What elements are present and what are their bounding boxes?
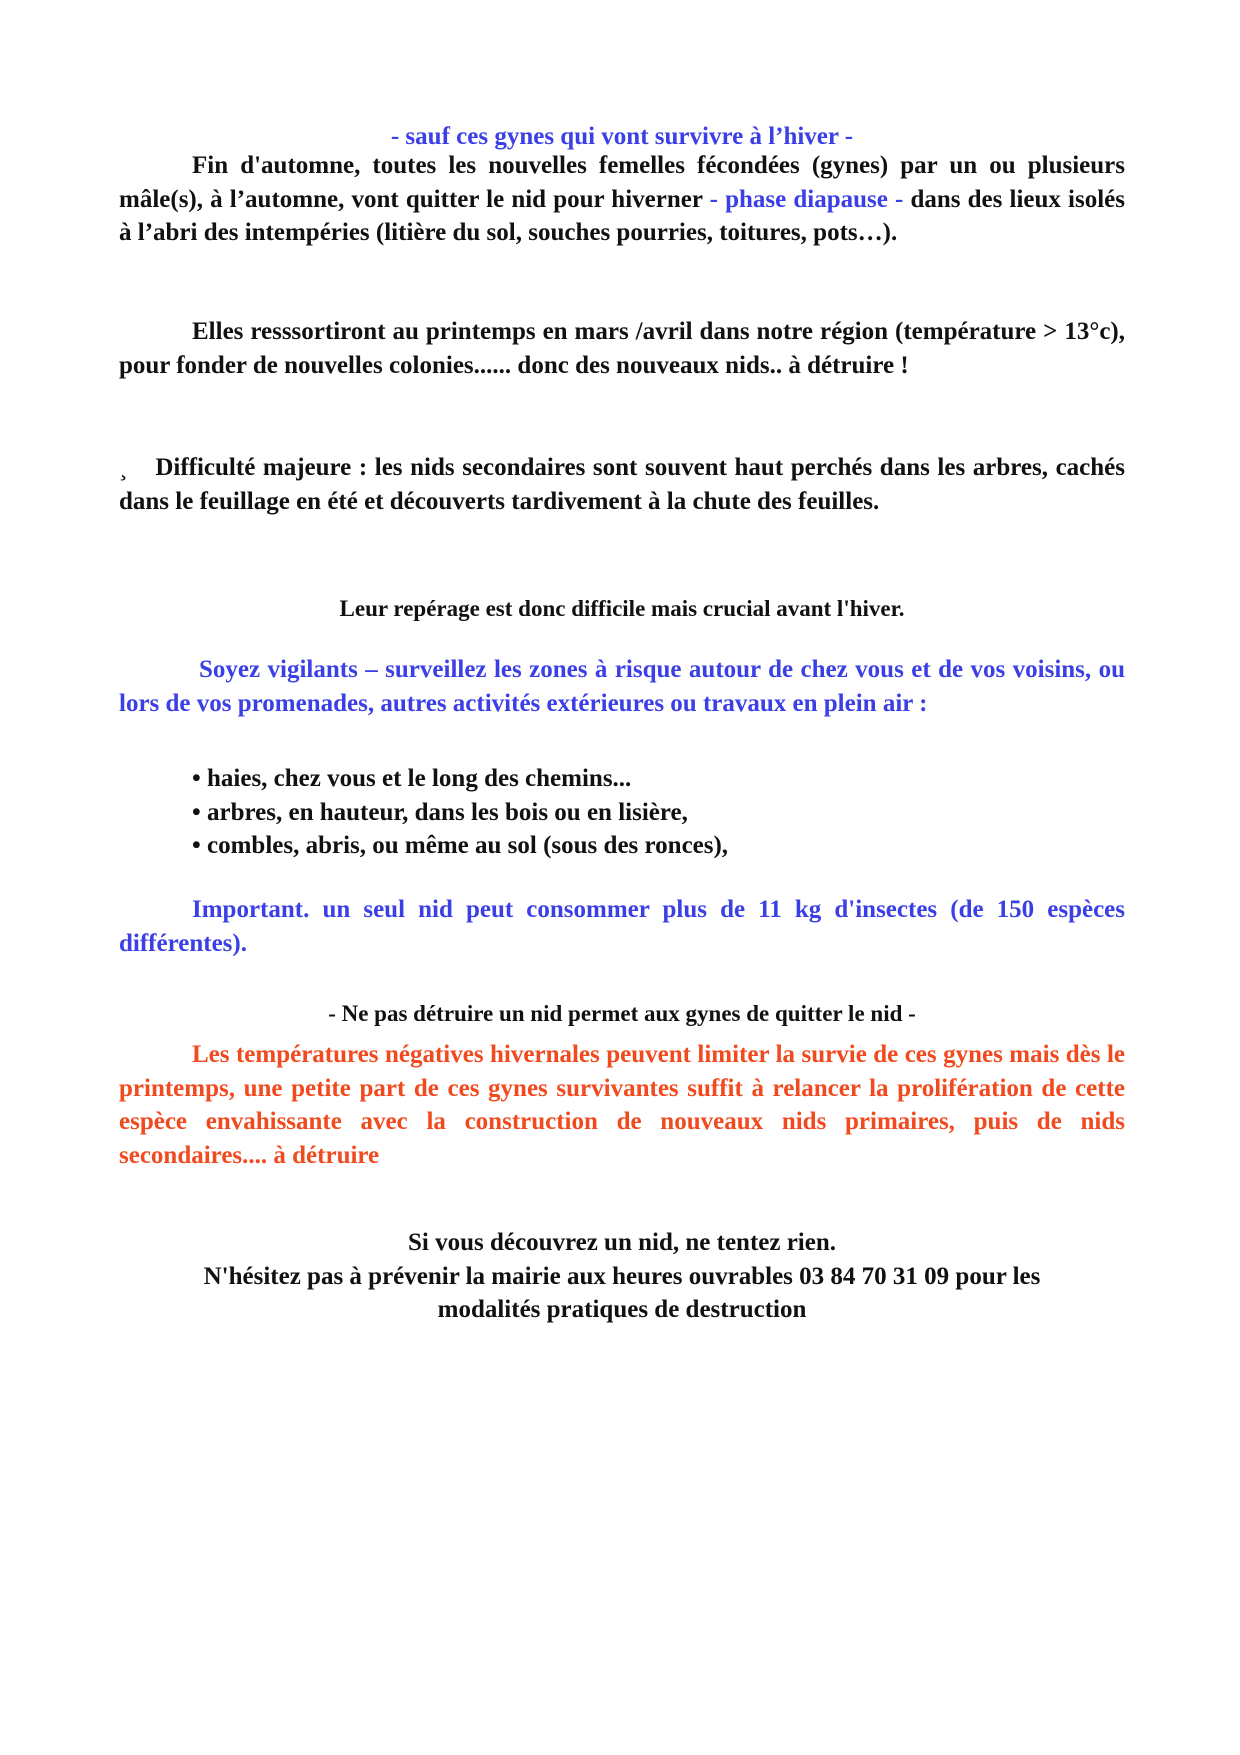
contact-line-1: Si vous découvrez un nid, ne tentez rien. — [407, 1229, 836, 1256]
difficulty-marker: ¸ — [119, 454, 128, 481]
heading-nest: - Ne pas détruire un nid permet aux gynes de quitter le nid - — [328, 1001, 916, 1026]
important-paragraph: Important. un seul nid peut consommer plus de 11 kg d'insectes (de 150 espèces différentes). — [119, 896, 1125, 957]
difficulty-text: Difficulté majeure : les nids secondaires sont souvent haut perchés dans les arbres, cachés dans le feuillage en été et découverts tardivement à la chute des feuilles. — [119, 454, 1125, 515]
contact-block — [119, 1226, 1125, 1327]
paragraph-difficulty — [119, 451, 1125, 518]
paragraph-autumn-part1: Fin d'automne, toutes les nouvelles femelles fécondées (gynes) par un ou plusieurs mâle(s), à l’automne, vont quitter le nid pour hiverner — [119, 152, 1125, 213]
temperatures-paragraph: Les températures négatives hivernales peuvent limiter la survie de ces gynes mais dès le printemps, une petite part de ces gynes survivantes suffit à relancer la prolifération de cette espèce envahissante avec la construction de nouveaux nids primaires, puis de nids secondaires.... à détruire — [119, 1041, 1125, 1169]
list-item: • arbres, en hauteur, dans les bois ou en lisière, — [192, 798, 688, 826]
paragraph-autumn-part3: dans des lieux isolés à l’abri des intempéries (litière du sol, souches pourries, toitures, pots…). — [119, 185, 1125, 246]
phase-diapause-highlight: - phase diapause - — [709, 185, 904, 213]
paragraph-spring-emergence: Elles resssortiront au printemps en mars /avril dans notre région (température > 13°c), pour fonder de nouvelles colonies...... donc des nouveaux nids.. à détruire ! — [119, 318, 1125, 379]
heading-survive: - sauf ces gynes qui vont survivre à l’hiver - — [390, 123, 854, 150]
list-item: • combles, abris, ou même au sol (sous des ronces), — [192, 832, 729, 859]
risk-zones-list — [192, 762, 1092, 863]
contact-line-2: N'hésitez pas à prévenir la mairie aux heures ouvrables 03 84 70 31 09 pour les — [203, 1262, 1041, 1290]
list-item: • haies, chez vous et le long des chemins... — [192, 765, 632, 792]
vigilance-paragraph: Soyez vigilants – surveillez les zones à risque autour de chez vous et de vos voisins, ou lors de vos promenades, autres activités extérieures ou travaux en plein air : — [119, 656, 1125, 717]
crucial-note: Leur repérage est donc difficile mais crucial avant l'hiver. — [339, 596, 905, 621]
contact-line-3: modalités pratiques de destruction — [437, 1296, 807, 1323]
paragraph-autumn-gynes — [119, 149, 1125, 250]
